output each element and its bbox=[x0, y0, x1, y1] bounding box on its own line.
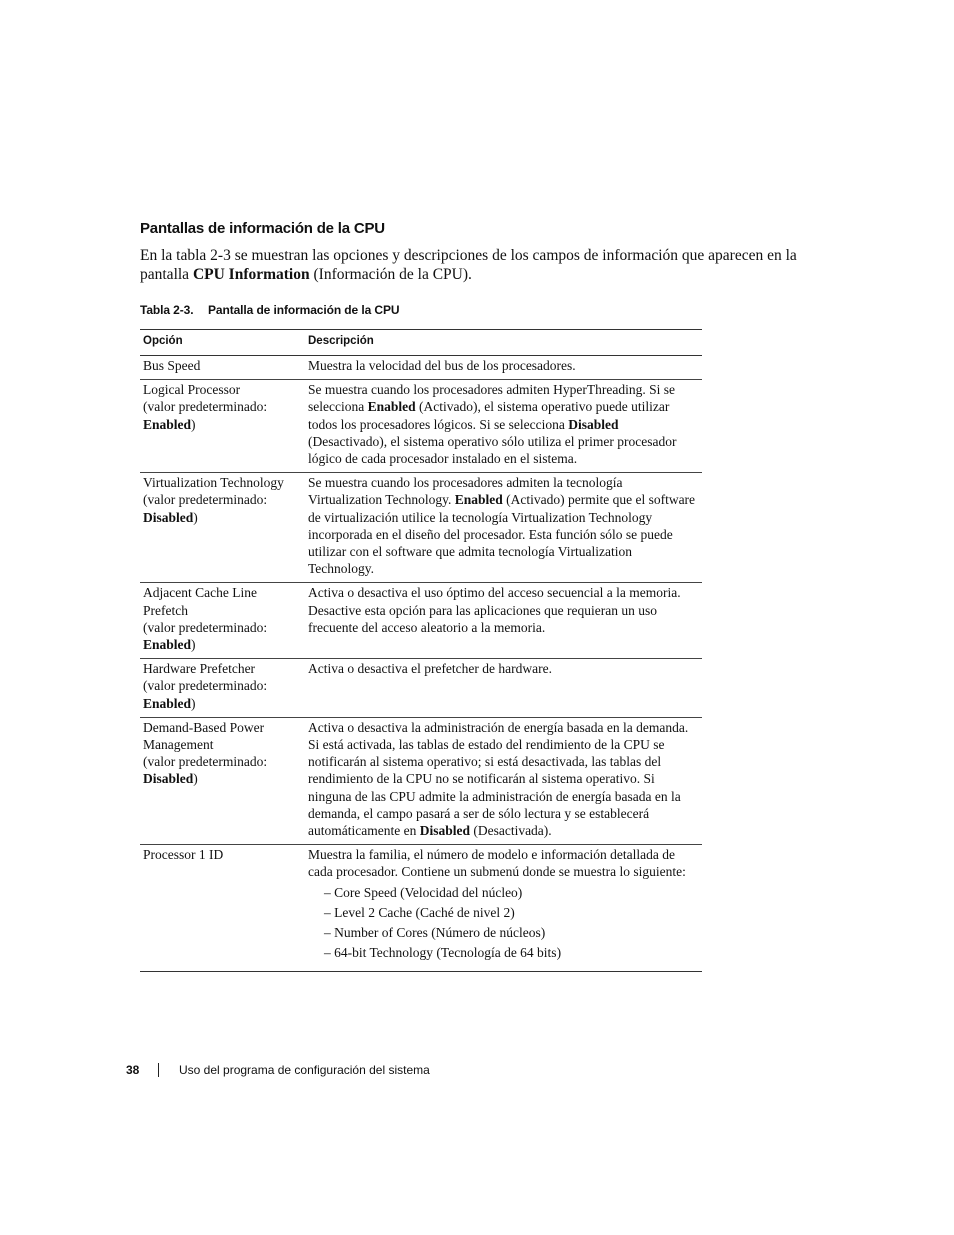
table-row bbox=[140, 473, 702, 583]
option-name: Processor 1 ID bbox=[143, 847, 224, 863]
description-text: Muestra la velocidad del bus de los procesadores. bbox=[308, 358, 576, 373]
option-name: Hardware Prefetcher bbox=[143, 661, 256, 677]
default-prefix: (valor predeterminado: bbox=[143, 492, 268, 508]
cpu-info-table bbox=[140, 329, 702, 972]
default-suffix: ) bbox=[193, 771, 198, 787]
list-item: – Level 2 Cache (Caché de nivel 2) bbox=[324, 904, 515, 920]
footer-title: Uso del programa de configuración del sistema bbox=[179, 1063, 430, 1077]
option-name: Adjacent Cache Line Prefetch bbox=[143, 585, 257, 618]
description-text: (Activado), el sistema operativo puede utilizar todos los procesadores lógicos. Si se selecciona bbox=[308, 399, 670, 432]
description-text: Activa o desactiva el prefetcher de hardware. bbox=[308, 661, 552, 677]
page-number: 38 bbox=[126, 1063, 140, 1077]
default-prefix: (valor predeterminado: bbox=[143, 399, 268, 415]
description-cell bbox=[305, 845, 702, 971]
option-name: Demand-Based Power Management bbox=[143, 719, 265, 753]
description-cell bbox=[305, 380, 702, 473]
default-line bbox=[143, 510, 198, 525]
option-cell bbox=[140, 473, 305, 583]
description-cell bbox=[305, 659, 702, 718]
default-suffix: ) bbox=[191, 637, 196, 653]
list-item: – 64-bit Technology (Tecnología de 64 bits) bbox=[324, 945, 562, 961]
description-keyword: Enabled bbox=[367, 399, 416, 415]
table-row bbox=[140, 845, 702, 971]
table-caption bbox=[140, 302, 399, 318]
table-row bbox=[140, 583, 702, 659]
intro-screen-name: CPU Information bbox=[192, 266, 310, 283]
intro-text: En la tabla 2-3 se muestran las opciones y descripciones de los campos de información que aparecen en la pantalla bbox=[140, 247, 797, 283]
description-keyword: Enabled bbox=[454, 492, 503, 508]
table-row bbox=[140, 717, 702, 844]
description-cell bbox=[305, 356, 702, 380]
default-suffix: ) bbox=[191, 416, 196, 432]
footer-divider bbox=[158, 1063, 159, 1077]
default-value: Disabled bbox=[143, 771, 194, 787]
option-cell bbox=[140, 583, 305, 659]
description-text: Activa o desactiva la administración de energía basada en la demanda. Si está activada, las tablas de estado del rendimiento de la CPU se notificarán al sistema operativo; si está desactivada, las tablas del rendimiento de la CPU no se notificarán al sistema operativo. Si ninguna de las CPU admite la administración de energía basada en la demanda, el campo pasará a ser de sólo lectura y se establecerá automáticamente en bbox=[308, 719, 689, 839]
table-header-row bbox=[140, 330, 702, 356]
header-description: Descripción bbox=[305, 330, 702, 356]
default-prefix: (valor predeterminado: bbox=[143, 754, 268, 770]
default-line bbox=[143, 417, 196, 432]
description-cell bbox=[305, 583, 702, 659]
option-name: Virtualization Technology bbox=[143, 475, 284, 491]
default-value: Enabled bbox=[143, 416, 192, 432]
default-prefix: (valor predeterminado: bbox=[143, 678, 268, 694]
option-cell bbox=[140, 380, 305, 473]
list-item: – Number of Cores (Número de núcleos) bbox=[324, 925, 546, 941]
list-item: – Core Speed (Velocidad del núcleo) bbox=[324, 884, 523, 900]
description-text: (Activado) permite que el software de virtualización utilice la tecnología Virtualization Technology incorporada en el diseño del procesador. Esta función sólo se puede utilizar con el software que admita tecnología Virtualization Technology. bbox=[308, 492, 696, 577]
intro-text-end: (Información de la CPU). bbox=[309, 266, 472, 283]
default-prefix: (valor predeterminado: bbox=[143, 619, 268, 635]
default-line bbox=[143, 696, 196, 711]
description-text: Se muestra cuando los procesadores admiten la tecnología Virtualization Technology. bbox=[308, 475, 623, 508]
description-text: Se muestra cuando los procesadores admiten HyperThreading. Si se selecciona bbox=[308, 382, 676, 415]
option-cell bbox=[140, 845, 305, 971]
section-heading: Pantallas de información de la CPU bbox=[140, 220, 385, 237]
table-row bbox=[140, 380, 702, 473]
table-row bbox=[140, 659, 702, 718]
option-cell bbox=[140, 717, 305, 844]
default-line bbox=[143, 637, 196, 652]
submenu-list bbox=[308, 883, 699, 964]
default-line bbox=[143, 771, 198, 786]
intro-paragraph bbox=[140, 246, 800, 284]
description-keyword: Disabled bbox=[568, 416, 619, 432]
table-caption-title: Pantalla de información de la CPU bbox=[208, 303, 400, 317]
description-cell bbox=[305, 717, 702, 844]
option-cell bbox=[140, 659, 305, 718]
description-text: (Desactivada). bbox=[469, 823, 552, 839]
description-cell bbox=[305, 473, 702, 583]
header-option: Opción bbox=[140, 330, 305, 356]
option-name: Bus Speed bbox=[143, 358, 201, 373]
table-caption-number: Tabla 2-3. bbox=[140, 303, 194, 317]
description-text: (Desactivado), el sistema operativo sólo utiliza el primer procesador lógico de cada procesador instalado en el sistema. bbox=[308, 433, 677, 467]
default-suffix: ) bbox=[193, 509, 198, 525]
default-value: Disabled bbox=[143, 509, 194, 525]
description-text: Activa o desactiva el uso óptimo del acceso secuencial a la memoria. Desactive esta opción para las aplicaciones que requieran un uso frecuente del acceso aleatorio a la memoria. bbox=[308, 585, 681, 635]
option-cell bbox=[140, 356, 305, 380]
default-value: Enabled bbox=[143, 695, 192, 711]
table-row bbox=[140, 356, 702, 380]
default-suffix: ) bbox=[191, 695, 196, 711]
option-name: Logical Processor bbox=[143, 382, 241, 398]
description-text: Muestra la familia, el número de modelo e información detallada de cada procesador. Contiene un submenú donde se muestra lo siguiente: bbox=[308, 847, 686, 880]
description-keyword: Disabled bbox=[419, 823, 470, 839]
default-value: Enabled bbox=[143, 637, 192, 653]
